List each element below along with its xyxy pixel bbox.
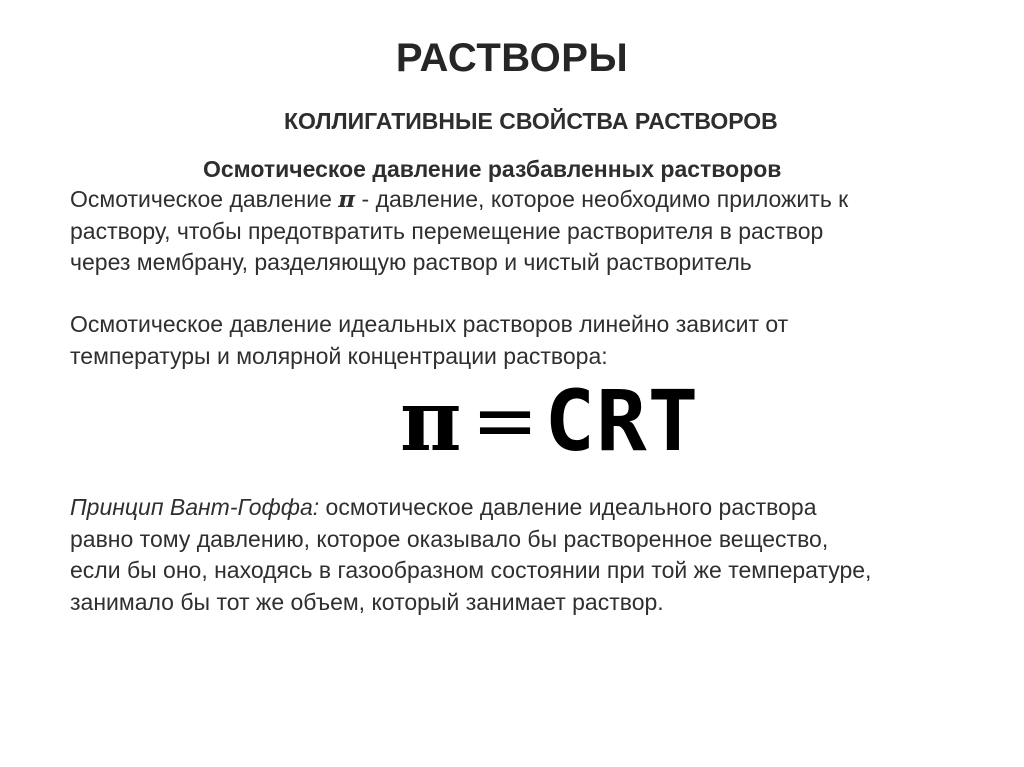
subtitle: Осмотическое давление разбавленных растворов bbox=[203, 156, 782, 182]
definition-line-1-start: Осмотическое давление bbox=[70, 186, 339, 212]
pi-symbol: π bbox=[338, 186, 356, 213]
vant-hoff-line-1 bbox=[70, 492, 871, 524]
definition-line-1 bbox=[70, 184, 848, 216]
definition-line-2: раствору, чтобы предотвратить перемещение растворителя в раствор bbox=[70, 217, 824, 244]
dependency-line-2: температуры и молярной концентрации раствора: bbox=[70, 342, 608, 369]
formula-lhs: π bbox=[400, 371, 462, 470]
section-title: КОЛЛИГАТИВНЫЕ СВОЙСТВА РАСТВОРОВ bbox=[284, 108, 778, 134]
vant-hoff-line-3: если бы оно, находясь в газообразном состоянии при той же температуре, bbox=[70, 557, 872, 583]
vant-hoff-line-1-rest: осмотическое давление идеального раствора bbox=[319, 494, 817, 520]
vant-hoff-line-4: занимало бы тот же объем, который занимает раствор. bbox=[70, 588, 664, 615]
definition-line-3: через мембрану, разделяющую раствор и чистый растворитель bbox=[70, 249, 752, 275]
definition-paragraph bbox=[70, 184, 848, 279]
vant-hoff-line-2: равно тому давлению, которое оказывало бы растворенное вещество, bbox=[70, 525, 829, 552]
formula-rhs: CRT bbox=[544, 372, 700, 470]
formula-equals: = bbox=[471, 374, 539, 467]
vant-hoff-term: Принцип Вант-Гоффа: bbox=[70, 494, 320, 520]
vant-hoff-paragraph bbox=[70, 492, 871, 618]
dependency-paragraph bbox=[70, 309, 788, 372]
osmotic-pressure-formula bbox=[400, 371, 700, 470]
definition-line-1-end: - давление, которое необходимо приложить к bbox=[355, 186, 849, 212]
slide-title: РАСТВОРЫ bbox=[395, 36, 629, 80]
dependency-line-1: Осмотическое давление идеальных растворов линейно зависит от bbox=[70, 311, 789, 337]
